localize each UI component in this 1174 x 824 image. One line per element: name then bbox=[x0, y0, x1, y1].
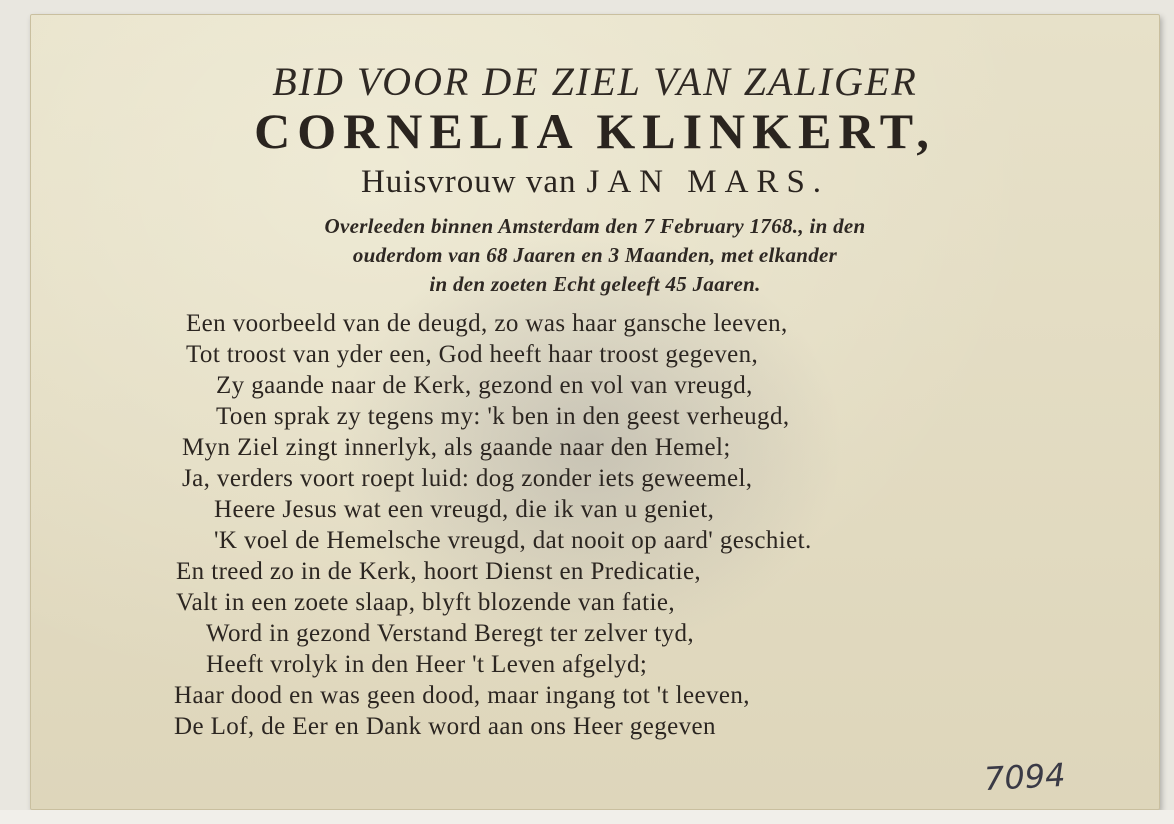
verse-line: Myn Ziel zingt innerlyk, als gaande naar den Hemel; bbox=[182, 434, 731, 461]
death-note-line: in den zoeten Echt geleeft 45 Jaaren. bbox=[429, 272, 761, 296]
verse-line: Zy gaande naar de Kerk, gezond en vol van vreugd, bbox=[216, 372, 753, 399]
verse-line: Ja, verders voort roept luid: dog zonder iets geweemel, bbox=[182, 465, 753, 492]
card-heading: BID VOOR DE ZIEL VAN ZALIGER bbox=[272, 59, 918, 104]
memorial-card bbox=[30, 14, 1160, 810]
verse-line: Heeft vrolyk in den Heer 't Leven afgelyd; bbox=[206, 651, 648, 678]
catalog-number: 7094 bbox=[983, 755, 1067, 799]
deceased-name: CORNELIA KLINKERT, bbox=[254, 103, 936, 159]
verse-line: 'K voel de Hemelsche vreugd, dat nooit op aard' geschiet. bbox=[214, 527, 812, 554]
wife-of-label: Huisvrouw van bbox=[360, 164, 577, 200]
verse-line: Word in gezond Verstand Beregt ter zelver tyd, bbox=[206, 620, 694, 647]
spouse-line bbox=[30, 164, 1160, 201]
spouse-name: JAN MARS. bbox=[586, 164, 830, 200]
verse-line: Heere Jesus wat een vreugd, die ik van u geniet, bbox=[214, 496, 715, 523]
verse-line: De Lof, de Eer en Dank word aan ons Heer gegeven bbox=[174, 713, 716, 740]
verse-line: Tot troost van yder een, God heeft haar troost gegeven, bbox=[186, 341, 759, 368]
death-note-line: ouderdom van 68 Jaaren en 3 Maanden, met elkander bbox=[352, 243, 838, 267]
verse-line: Haar dood en was geen dood, maar ingang tot 't leeven, bbox=[174, 682, 750, 709]
scan-margin bbox=[0, 810, 1174, 824]
verse-line: Toen sprak zy tegens my: 'k ben in den geest verheugd, bbox=[216, 403, 790, 430]
verse-line: Een voorbeeld van de deugd, zo was haar gansche leeven, bbox=[186, 310, 788, 337]
death-note-line: Overleeden binnen Amsterdam den 7 February 1768., in den bbox=[324, 214, 866, 238]
verse-line: Valt in een zoete slaap, blyft blozende van fatie, bbox=[176, 589, 675, 616]
verse-line: En treed zo in de Kerk, hoort Dienst en Predicatie, bbox=[176, 558, 702, 585]
